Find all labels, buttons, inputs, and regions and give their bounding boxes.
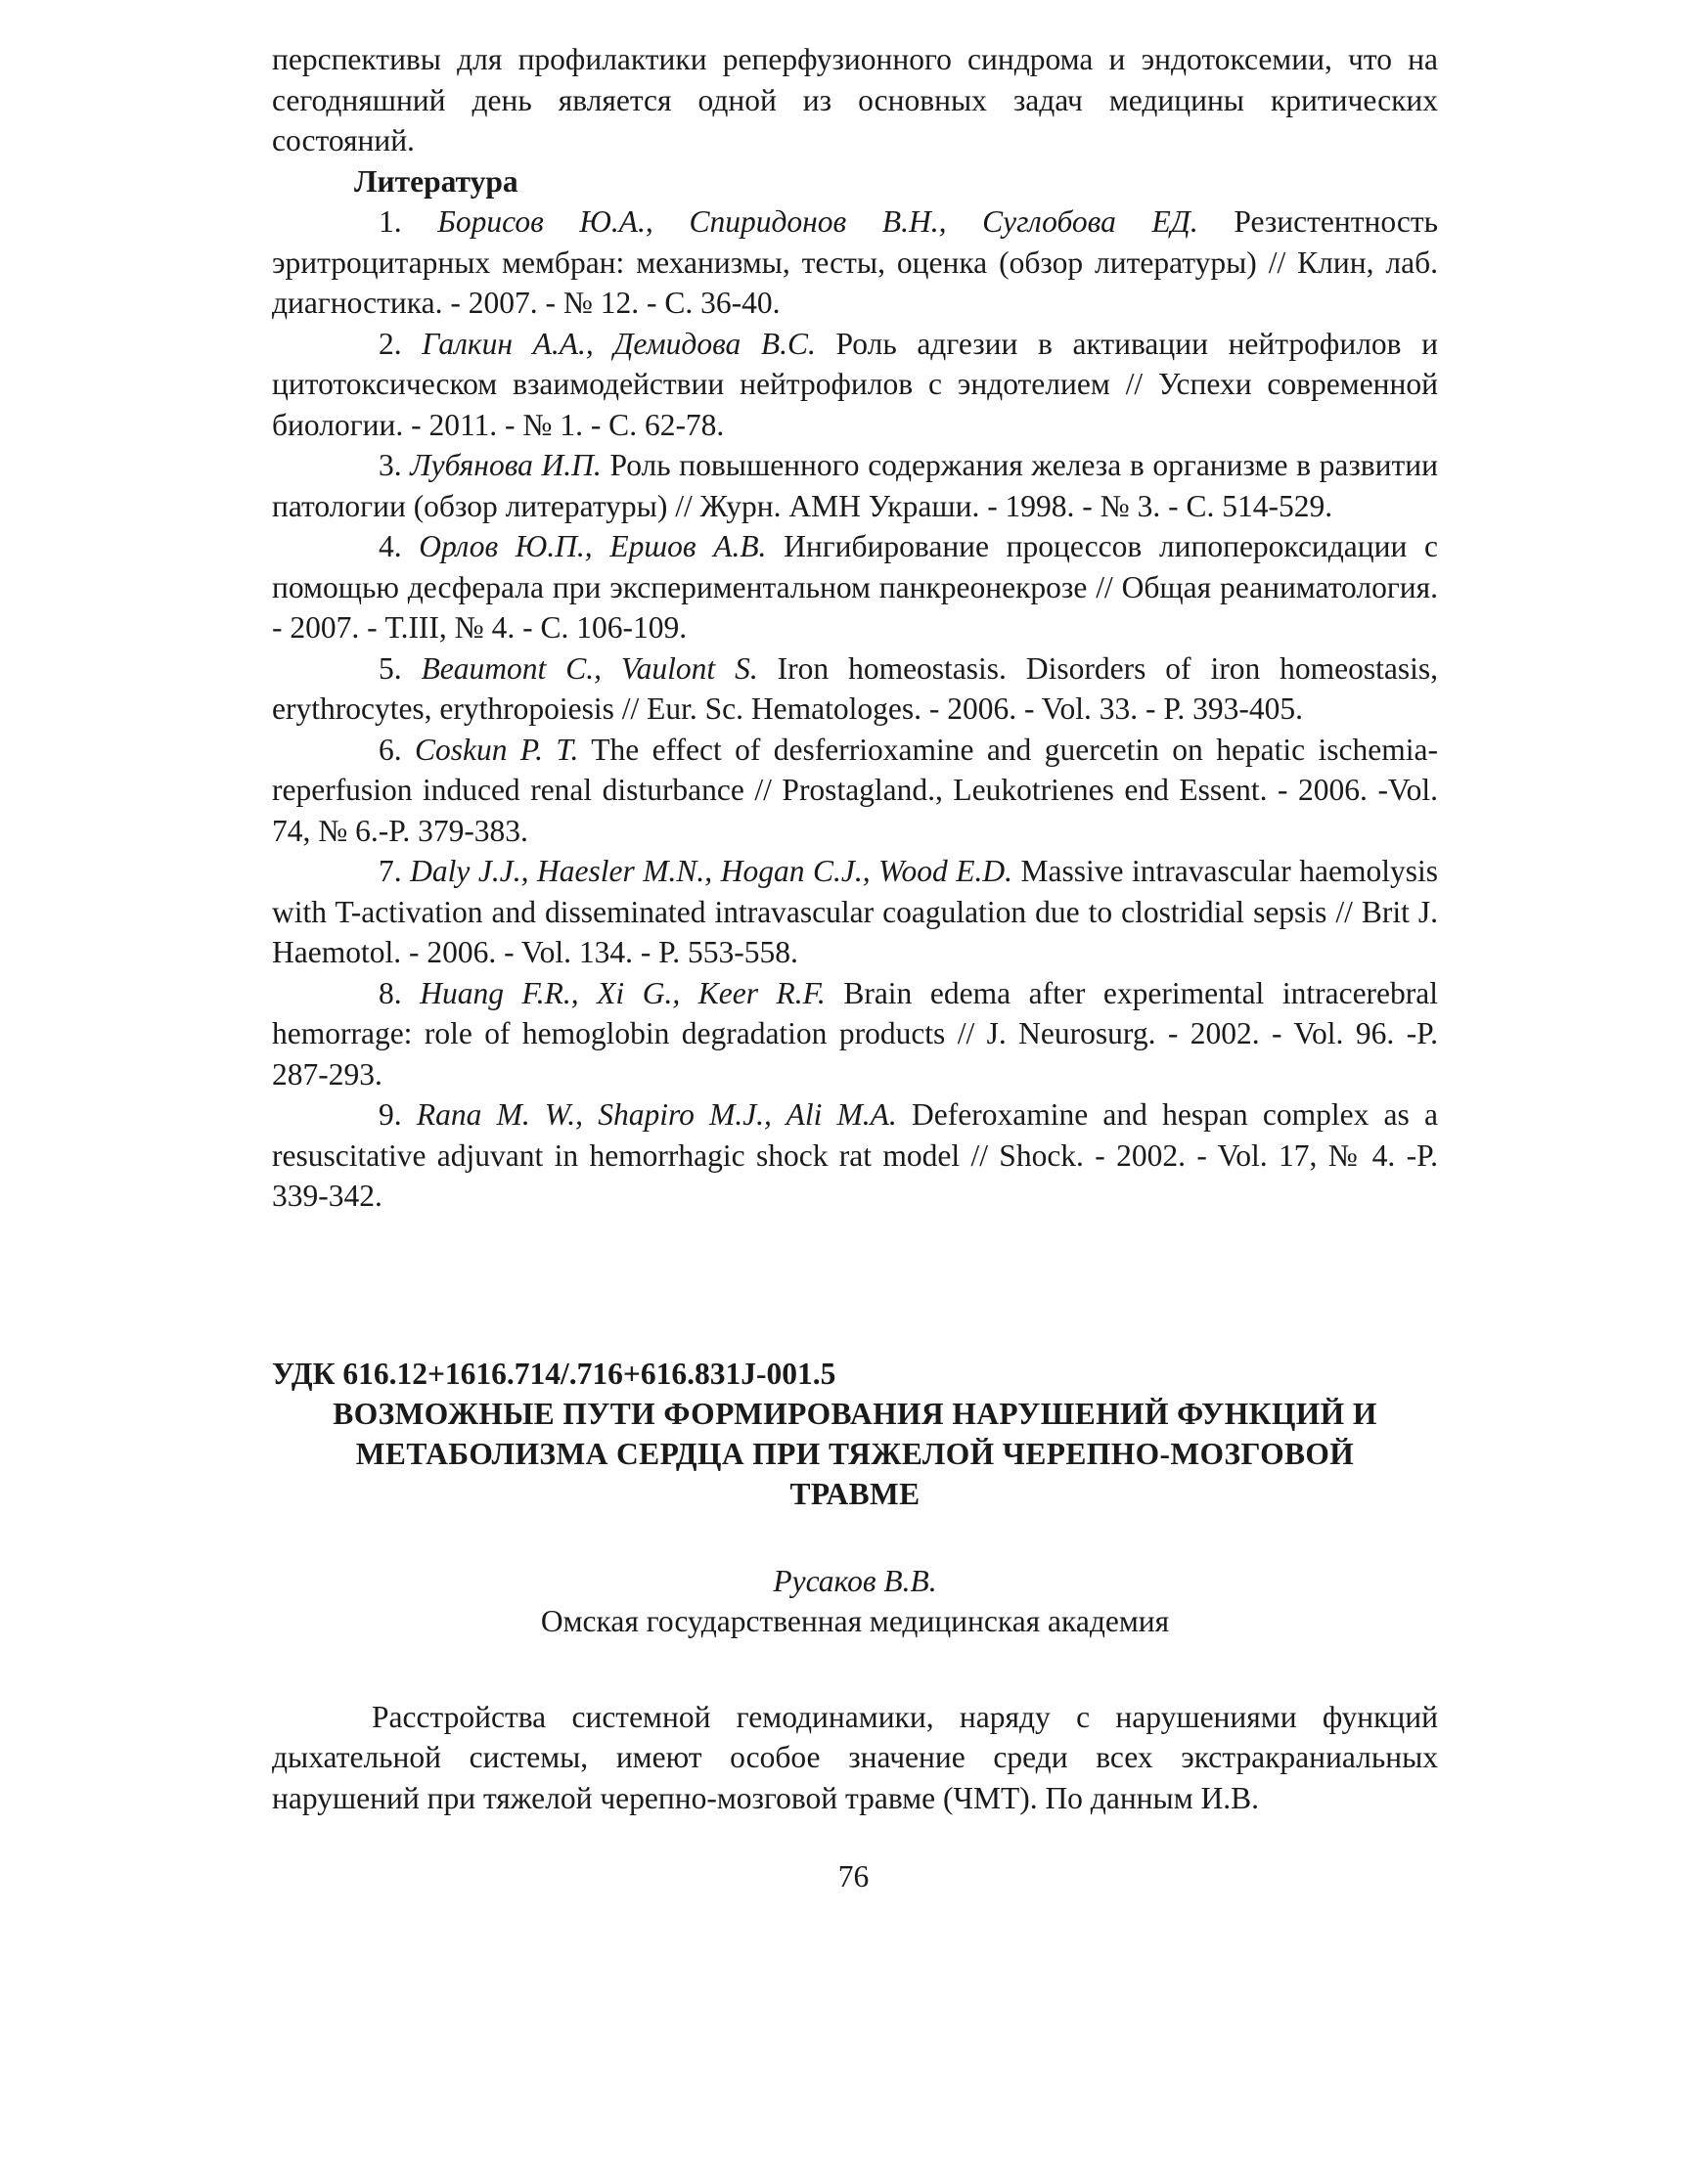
reference-item <box>272 526 1438 648</box>
reference-item <box>272 445 1438 526</box>
reference-item <box>272 201 1438 324</box>
reference-number: 9. <box>379 1097 402 1132</box>
article-author: Русаков В.В. <box>773 1563 937 1598</box>
reference-authors: Лубянова И.П. <box>410 448 602 482</box>
reference-number: 6. <box>379 732 402 767</box>
reference-item <box>272 973 1438 1095</box>
article-title-line: МЕТАБОЛИЗМА СЕРДЦА ПРИ ТЯЖЕЛОЙ ЧЕРЕПНО-МОЗГОВОЙ <box>355 1436 1355 1471</box>
reference-number: 1. <box>379 204 402 239</box>
reference-number: 4. <box>379 529 402 563</box>
reference-item <box>272 648 1438 730</box>
page-content <box>272 39 1438 1818</box>
reference-text: Резистентность эритроцитарных мембран: механизмы, тесты, оценка (обзор литературы) // Клин, лаб. диагностика. - 2007. - № 12. - С. 36-40. <box>272 204 1439 320</box>
reference-text: Роль повышенного содержания железа в организме в развитии патологии (обзор литературы) // Журн. АМН Украши. - 1998. - № 3. - С. 514-529. <box>272 448 1439 523</box>
reference-text: The effect of desferrioxamine and guercetin on hepatic ischemia-reperfusion induced renal disturbance // Prostagland., Leukotrienes end Essent. - 2006. -Vol. 74, № 6.-P. 379-383. <box>272 732 1438 848</box>
reference-text: Brain edema after experimental intracerebral hemorrage: role of hemoglobin degradation products // J. Neurosurg. - 2002. - Vol. 96. -P. 287-293. <box>272 975 1439 1092</box>
reference-item <box>272 730 1438 852</box>
reference-item <box>272 851 1438 973</box>
article-title-line: ТРАВМЕ <box>789 1476 921 1511</box>
reference-text: Iron homeostasis. Disorders of iron homeostasis, erythrocytes, erythropoiesis // Eur. Sc. Hematologes. - 2006. - Vol. 33. - P. 393-405. <box>272 650 1438 726</box>
reference-authors: Орлов Ю.П., Ершов А.В. <box>419 529 767 563</box>
reference-text: Роль адгезии в активации нейтрофилов и цитотоксическом взаимодействии нейтрофилов с эндотелием // Успехи современной биологии. - 2011. - № 1. - С. 62-78. <box>272 326 1439 442</box>
reference-authors: Галкин А.А., Демидова В.С. <box>422 326 816 361</box>
article-title <box>272 1394 1438 1514</box>
reference-number: 3. <box>379 448 402 482</box>
reference-authors: Daly J.J., Haesler M.N., Hogan C.J., Wood E.D. <box>410 854 1012 888</box>
article-affiliation: Омская государственная медицинская академия <box>540 1604 1170 1638</box>
reference-number: 5. <box>379 650 402 686</box>
reference-number: 2. <box>379 326 402 361</box>
reference-authors: Beaumont С., Vaulont S. <box>421 650 758 686</box>
literature-heading: Литература <box>354 163 518 199</box>
udk-code: УДК 616.12+1616.714/.716+616.831J-001.5 <box>272 1356 836 1391</box>
reference-authors: Huang F.R., Xi G., Keer R.F. <box>420 975 826 1010</box>
reference-authors: Coskun P. T. <box>415 732 579 767</box>
reference-item <box>272 1094 1438 1217</box>
literature-section <box>272 161 1438 1217</box>
reference-authors: Rana M. W., Shapiro M.J., Ali M.A. <box>416 1097 897 1132</box>
article-section <box>272 1354 1438 1819</box>
reference-text: Deferoxamine and hespan complex as a resuscitative adjuvant in hemorrhagic shock rat model // Shock. - 2002. - Vol. 17, № 4. -P. 339-342. <box>272 1097 1439 1213</box>
page-number: 76 <box>837 1859 870 1894</box>
reference-authors: Борисов Ю.А., Спиридонов В.Н., Суглобова ЕД. <box>437 204 1198 239</box>
article-title-line: ВОЗМОЖНЫЕ ПУТИ ФОРМИРОВАНИЯ НАРУШЕНИЙ ФУНКЦИЙ И <box>333 1396 1377 1431</box>
reference-item <box>272 324 1438 446</box>
reference-text: Ингибирование процессов липопероксидации с помощью десферала при экспериментальном панкреонекрозе // Общая реаниматология. - 2007. - Т.III, № 4. - С. 106-109. <box>272 529 1439 645</box>
reference-number: 7. <box>379 854 402 888</box>
reference-text: Massive intravascular haemolysis with T-activation and disseminated intravascular coagulation due to clostridial sepsis // Brit J. Haemotol. - 2006. - Vol. 134. - P. 553-558. <box>272 854 1438 969</box>
reference-number: 8. <box>379 975 402 1010</box>
intro-paragraph: перспективы для профилактики реперфузионного синдрома и эндотоксемии, что на сегодняшний день является одной из основных задач медицины критических состояний. <box>272 42 1438 157</box>
article-body-paragraph: Расстройства системной гемодинамики, наряду с нарушениями функций дыхательной системы, имеют особое значение среди всех экстракраниальных нарушений при тяжелой черепно-мозговой травме (ЧМТ). По данным И.В. <box>272 1699 1438 1815</box>
